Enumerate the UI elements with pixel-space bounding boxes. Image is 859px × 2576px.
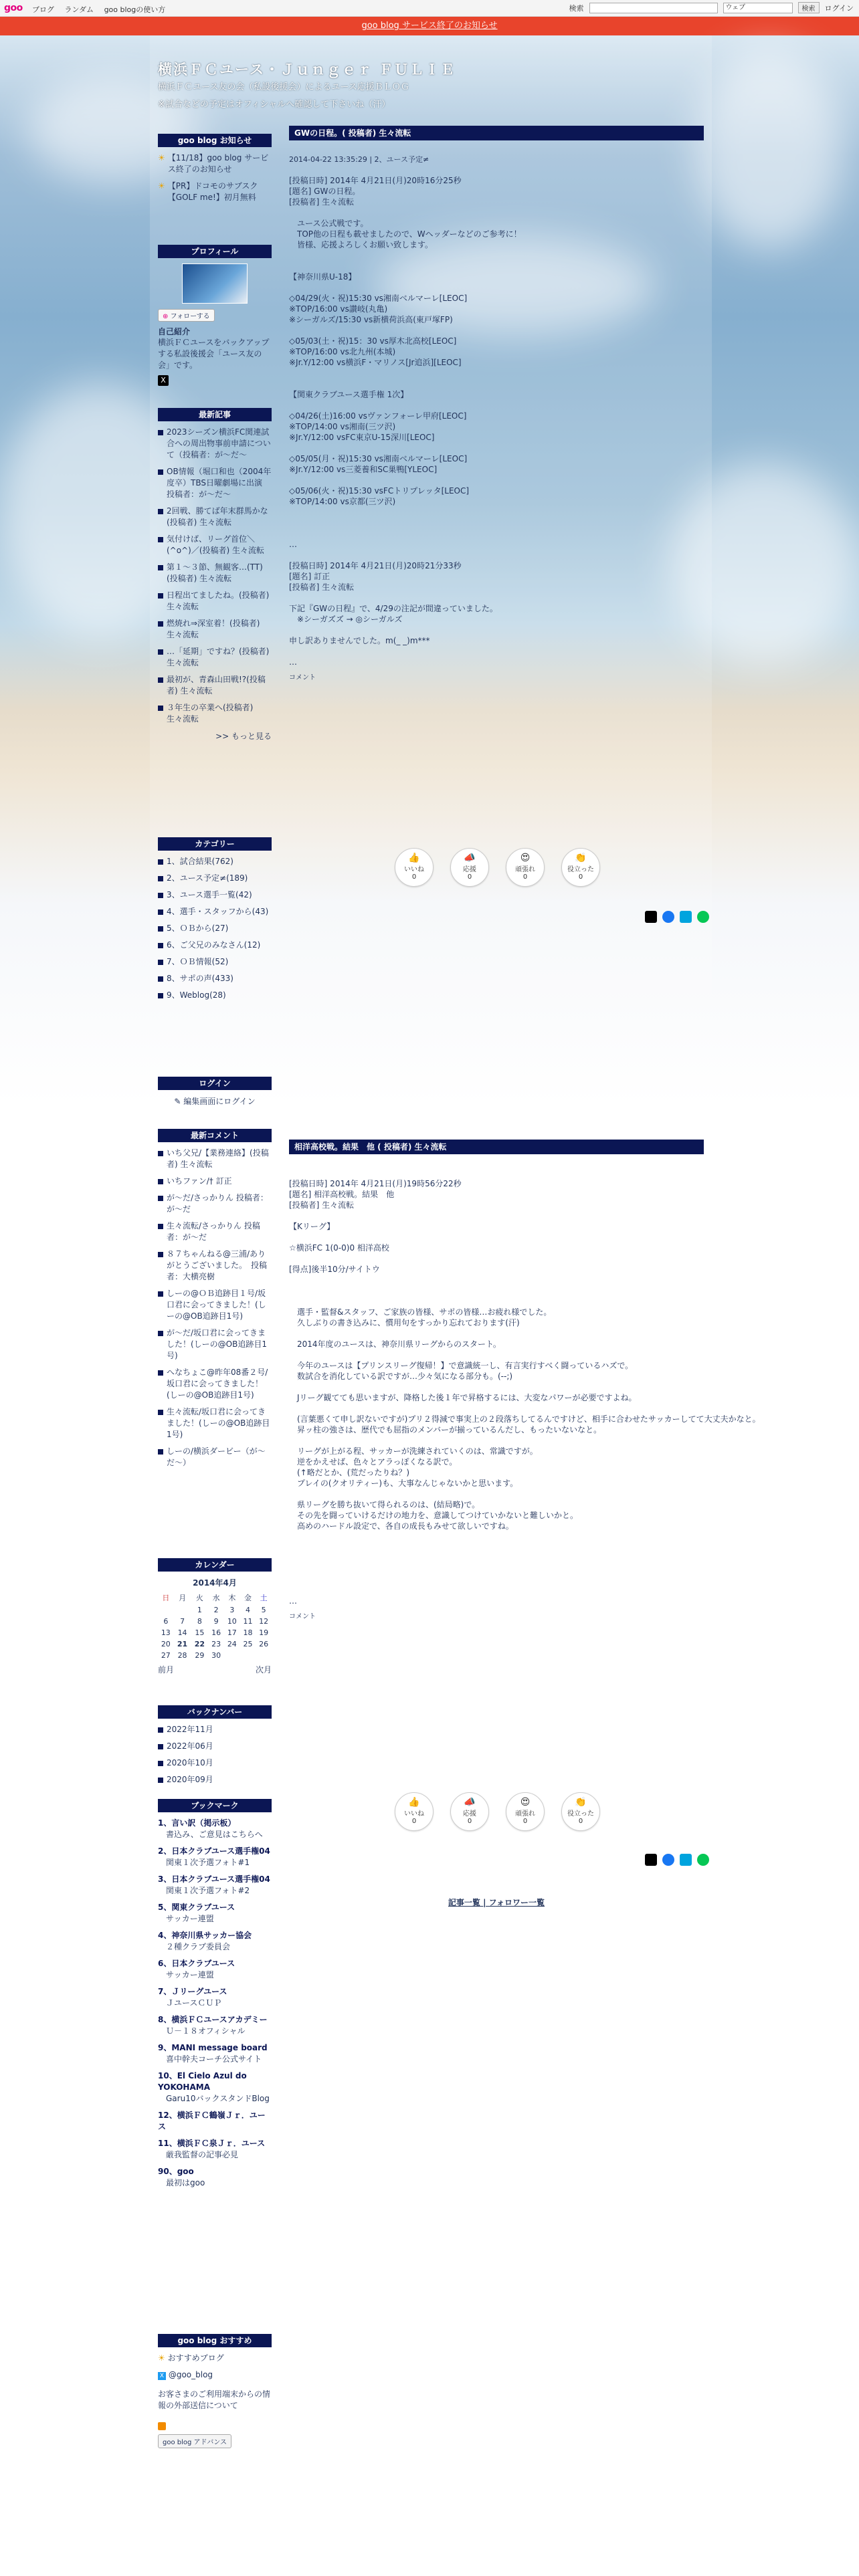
calendar-week: 6 7 8 9 10 11 12: [163, 1617, 269, 1626]
heart-eyes-icon: 😍: [520, 1797, 531, 1808]
blog-desc-line2: ※試合などの予定はオフィシャルへ確認して下さいね（汗）: [158, 100, 391, 110]
sidebar-news-head: goo blog お知らせ: [158, 134, 272, 147]
post-body-line: [289, 1564, 704, 1574]
bullet-icon: [158, 1410, 163, 1415]
bullet-icon: [158, 893, 163, 898]
post-body-line: ☆横浜FC 1(0-0)0 相洋高校: [289, 1243, 389, 1253]
category-item[interactable]: 9、Weblog(28): [158, 990, 272, 1001]
service-end-link[interactable]: goo blog サービス終了のお知らせ: [361, 21, 498, 31]
sidebar-comments: [158, 1129, 272, 1474]
post-body-line: ◇04/26(土)16:00 vsヴァンフォーレ甲府[LEOC]: [289, 411, 467, 421]
bullet-icon: [158, 960, 163, 965]
post-body-line: ※TOP/14:00 vs京都(三ツ沢): [289, 497, 396, 506]
clap-icon: 👏: [575, 1797, 587, 1808]
post-date[interactable]: 2014-04-22 13:35:29: [289, 155, 367, 164]
post-body-line: ◇04/29(火・祝)15:30 vs湘南ベルマーレ[LEOC]: [289, 294, 468, 303]
reaction-buttons: [395, 848, 600, 887]
bullet-icon: [158, 1761, 163, 1766]
bullet-icon: [158, 706, 163, 711]
megaphone-icon: 📣: [464, 1797, 476, 1808]
x-share-icon[interactable]: [645, 1854, 657, 1866]
recent-item[interactable]: 第１～３節、無観客…(TT)(投稿者) 生々流転: [158, 562, 272, 584]
reaction-cheer[interactable]: 📣 応援 0: [450, 1792, 489, 1831]
comment-item[interactable]: が～だ/坂口君に会ってきました！(しーの@OB追跡目1号): [158, 1327, 272, 1362]
post-body-line: [題名] 相洋高校戦。結果 他: [289, 1190, 395, 1199]
post-body-line: ※シーガズズ → ◎シーガルズ: [289, 615, 403, 624]
bullet-icon: [158, 649, 163, 655]
bullet-icon: [158, 1179, 163, 1184]
thumbs-up-icon: 👍: [408, 853, 420, 863]
recent-item[interactable]: 燃焼れ⇒深室着！(投稿者) 生々流転: [158, 618, 272, 641]
bullet-icon: [158, 1252, 163, 1257]
post-body-line: [289, 1275, 704, 1285]
recent-item[interactable]: 2023シーズン横浜FC関連試合への周出物事前申請について（投稿者：が～だ～: [158, 427, 272, 461]
post-body-line: [289, 443, 704, 453]
recent-item[interactable]: ３年生の卒業へ(投稿者) 生々流転: [158, 702, 272, 725]
post-body-line: [289, 1553, 704, 1564]
post-body-line: 数試合を消化している訳ですが…少々気になる部分も。(--;): [289, 1372, 513, 1381]
line-share-icon[interactable]: [697, 1854, 709, 1866]
recommend-x-link[interactable]: X @goo_blog: [158, 2369, 272, 2381]
post-body-line: ◇05/03(土・祝)15：30 vs厚木北高校[LEOC]: [289, 336, 457, 346]
blog-title[interactable]: 横浜ＦＣユース・Ｊｕｎｇｅｒ ＦＵＬＩＥ: [158, 62, 456, 78]
service-end-banner: [0, 17, 859, 35]
post-body-line: [289, 400, 704, 411]
category-item[interactable]: 6、ご父兄のみなさん(12): [158, 940, 272, 951]
profile-intro-title: 自己紹介: [158, 327, 191, 336]
bullet-icon: [158, 469, 163, 475]
post-body-line: 【関東クラブユース選手権 1次】: [289, 390, 409, 399]
post-body-line: [289, 379, 704, 389]
post-body-line: [投稿者] 生々流転: [289, 1200, 355, 1210]
post-body-line: その先を闘っていけるだけの地力を、意識してつけていかないと難しいかと。: [289, 1511, 579, 1520]
sidebar-comments-head: 最新コメント: [158, 1129, 272, 1142]
recent-item[interactable]: 2回戦、勝てば年末群馬かな(投稿者) 生々流転: [158, 506, 272, 528]
bullet-icon: [158, 537, 163, 542]
post-body-line: 申し訳ありませんでした。m(_ _)m***: [289, 636, 430, 645]
bookmark-item[interactable]: 9、MANI message board 喜中幹夫コーチ公式サイト: [158, 2043, 268, 2064]
post-body-line: [289, 1585, 704, 1596]
cloud-shape: [696, 49, 843, 249]
hatena-share-icon[interactable]: [680, 911, 692, 923]
bookmark-item[interactable]: 7、Ｊリーグユース ＪユースＣＵＰ: [158, 1987, 227, 2008]
category-item[interactable]: 2、ユース予定≠(189): [158, 873, 272, 884]
post-body-line: …: [289, 657, 297, 667]
bullet-icon: [158, 859, 163, 865]
follow-button[interactable]: ⊕ フォローする: [158, 309, 215, 322]
category-item[interactable]: 7、ＯＢ情報(52): [158, 956, 272, 968]
bullet-icon: [158, 976, 163, 982]
post-body-line: ※シーガルズ/15:30 vs新横荷浜高(東戸塚FP): [289, 315, 453, 324]
calendar-nav: [158, 1664, 272, 1675]
post-body-line: [投稿日時] 2014年 4月21日(月)20時21分33秒: [289, 561, 462, 570]
post-gw-schedule: [289, 126, 704, 681]
recent-more-link[interactable]: >> もっと見る: [215, 732, 272, 741]
calendar-next-link[interactable]: 次月: [255, 1665, 272, 1675]
topbar-nav: [32, 4, 173, 15]
post-body-line: [投稿者] 生々流転: [289, 197, 355, 207]
news-item[interactable]: ☀ 【PR】ドコモのサブスク【GOLF me!】初月無料: [158, 181, 258, 202]
bullet-icon: [158, 593, 163, 599]
sidebar-bookmarks-head: ブックマーク: [158, 1799, 272, 1812]
bookmark-item[interactable]: 4、神奈川県サッカー協会 ２種クラブ委員会: [158, 1931, 252, 1951]
sidebar-recent-head: 最新記事: [158, 408, 272, 421]
post-body-line: 下記『GWの日程』で、4/29の注記が間違っていました。: [289, 604, 498, 613]
x-share-icon[interactable]: X: [158, 375, 169, 386]
sidebar-calendar-head: カレンダー: [158, 1558, 272, 1572]
post-body-line: ◇05/06(火・祝)15:30 vsFCトリプレッタ[LEOC]: [289, 486, 470, 496]
post-body-line: [289, 1574, 704, 1585]
bookmark-item[interactable]: 6、日本クラブユース サッカー連盟: [158, 1959, 235, 1979]
post-body-line: [289, 1253, 704, 1264]
profile-image: [182, 263, 248, 304]
recommend-blog-link[interactable]: ☀ おすすめブログ: [158, 2353, 224, 2363]
post-body-line: [289, 1285, 704, 1296]
recent-item[interactable]: 日程出てましたね。(投稿者) 生々流転: [158, 590, 272, 613]
sidebar-category: [158, 837, 272, 1006]
post-body-line: …: [289, 1596, 297, 1606]
sidebar-recommend-head: goo blog おすすめ: [158, 2334, 272, 2347]
calendar-table: [158, 1591, 272, 1661]
post-body-line: Jリーグ観てても思いますが、降格した後１年で昇格するには、大変なパワーが必要ですよね。: [289, 1393, 637, 1402]
post-body-line: [289, 646, 704, 657]
calendar-weekdays: 日 月 火 水 木 金 土: [162, 1594, 268, 1602]
post-body-line: [289, 507, 704, 518]
post-body-line: ※TOP/14:00 vs湘南(三ツ沢): [289, 422, 396, 431]
post-body-line: [289, 528, 704, 539]
post-body-line: [289, 325, 704, 336]
bookmark-item[interactable]: 1、言い訳（掲示板） 書込み、ご意見はこちらへ: [158, 1818, 263, 1839]
bullet-icon: [158, 1224, 163, 1229]
recent-item[interactable]: OB情報（堀口和也（2004年度卒）TBS日曜劇場に出演 投稿者：が～だ～: [158, 466, 272, 500]
bullet-icon: [158, 909, 163, 915]
post-body-line: 県リーグを勝ち抜いて得られるのは、(結局略)で。: [289, 1500, 480, 1509]
facebook-share-icon[interactable]: [662, 1854, 674, 1866]
bookmark-item[interactable]: 10、El Cielo Azul do YOKOHAMA Garu10バックスタンドBlog: [158, 2071, 270, 2103]
comment-item[interactable]: しーの/横浜ダービー（が～だ～）: [158, 1446, 272, 1469]
comment-item[interactable]: が～だ/さっかりん 投稿者：が～だ: [158, 1192, 272, 1215]
post-title[interactable]: GWの日程。( 投稿者) 生々流転: [289, 126, 704, 140]
post-body-line: 皆様、応援よろしくお願い致します。: [289, 240, 434, 249]
bullet-icon: [158, 926, 163, 932]
post-body-line: 昇ッ柱の強さは、歴代でも屈指のメンバーが揃っているんだし、もったいないなと。: [289, 1425, 602, 1434]
blog-desc-line1: 横浜ＦＣユース友の会（私設後援会）によるユース応援ＢＬＯＧ: [158, 82, 409, 92]
bullet-icon: [158, 1196, 163, 1201]
calendar-week: 1 2 3 4 5: [197, 1606, 266, 1614]
post-body-line: [289, 625, 704, 635]
search-scope-select[interactable]: ウェブ: [723, 3, 793, 13]
calendar-week: 27 28 29 30: [161, 1651, 221, 1660]
post-soyo-match: [289, 1140, 761, 1620]
goo-topbar: [0, 0, 859, 17]
sidebar-profile-head: プロフィール: [158, 245, 272, 258]
reaction-buttons: [395, 1792, 600, 1831]
clap-icon: 👏: [575, 853, 587, 863]
profile-intro: 横浜ＦＣユースをバックアップする私設後援会「ユース友の会」です。: [158, 338, 270, 370]
bullet-icon: [158, 677, 163, 683]
bullet-icon: [158, 1744, 163, 1749]
x-share-icon[interactable]: [645, 911, 657, 923]
post-body-line: [投稿者] 生々流転: [289, 582, 355, 592]
post-body-line: [289, 1382, 704, 1392]
facebook-share-icon[interactable]: [662, 911, 674, 923]
bullet-icon: [158, 993, 163, 998]
topbar-search: [569, 2, 854, 13]
bullet-icon: [158, 1727, 163, 1733]
sidebar-calendar: [158, 1558, 272, 1675]
bullet-icon: [158, 621, 163, 627]
comment-item[interactable]: ８７ちゃんねる@三浦/ありがとうございました。 投稿者：大横亮樹: [158, 1249, 272, 1283]
post-body-line: [289, 1542, 704, 1553]
calendar-week: 20 21 22 23 24 25 26: [161, 1640, 269, 1648]
post-body-line: ※Jr.Y/12:00 vsFC東京U-15深川[LEOC]: [289, 433, 435, 442]
comment-item[interactable]: へなちょこ@昨年08番２号/坂口君に会ってきました！(しーの@OB追跡目1号): [158, 1367, 272, 1401]
category-item[interactable]: 4、選手・スタッフから(43): [158, 906, 272, 918]
post-body-line: [289, 475, 704, 486]
bullet-icon: [158, 1449, 163, 1455]
post-body-line: [題名] GWの日程。: [289, 187, 361, 196]
megaphone-icon: 📣: [464, 853, 476, 863]
recent-item[interactable]: 最初が、青森山田戦!?(投稿者) 生々流転: [158, 674, 272, 697]
post-body-line: プレイの(クオリティー)も、大事なんじゃないかと思います。: [289, 1479, 518, 1488]
recent-item[interactable]: 気付けば、リーグ首位＼(^o^)／(投稿者) 生々流転: [158, 534, 272, 556]
external-transmission-note[interactable]: お客さまのご利用端末からの情報の外部送信について: [158, 2389, 271, 2410]
post-body-line: 久しぶりの書き込みに、慣用句をすっかり忘れております(汗): [289, 1318, 520, 1327]
news-item[interactable]: ☀ 【11/18】goo blog サービス終了のお知らせ: [158, 153, 269, 174]
backnumber-item[interactable]: 2022年06月: [158, 1741, 272, 1752]
reaction-like[interactable]: 👍 いいね 0: [395, 1792, 434, 1831]
post-body-line: [289, 1403, 704, 1414]
post-body-line: [289, 368, 704, 379]
bookmark-item[interactable]: 90、goo 最初はgoo: [158, 2167, 205, 2187]
sun-icon: ☀: [158, 181, 165, 191]
post-body-line: 【Kリーグ】: [289, 1222, 335, 1231]
post-body-line: 逆をかえせば、色々とアラっぽくなる訳で。: [289, 1457, 458, 1467]
x-logo-icon: X: [158, 2372, 166, 2380]
bullet-icon: [158, 430, 163, 435]
search-button[interactable]: 検索: [798, 2, 820, 13]
sidebar-category-head: カテゴリー: [158, 837, 272, 851]
post-body-line: ◇05/05(月・祝)15:30 vs湘南ベルマーレ[LEOC]: [289, 454, 468, 463]
nav-blog[interactable]: ブログ: [32, 5, 54, 14]
bullet-icon: [158, 943, 163, 948]
bullet-icon: [158, 876, 163, 881]
post-body-line: 【神奈川県U-18】: [289, 272, 357, 282]
reaction-helpful[interactable]: 👏 役立った 0: [561, 848, 600, 887]
reaction-ganbare[interactable]: 😍 頑張れ 0: [506, 1792, 545, 1831]
post-body-line: [289, 261, 704, 272]
sidebar-backnumber: [158, 1705, 272, 1791]
post-body-line: TOP他の日程も載せましたので、Wヘッダーなどのご参考に！: [289, 229, 522, 239]
comment-item[interactable]: 生々流転/坂口君に会ってきました！(しーの@OB追跡目1号): [158, 1406, 272, 1440]
bullet-icon: [158, 1291, 163, 1297]
bookmark-item[interactable]: 8、横浜ＦＣユースアカデミー Ｕ－１８オフィシャル: [158, 2015, 268, 2036]
comment-item[interactable]: しーの@ＯＢ追跡目１号/坂口君に会ってきました！(しーの@OB追跡目1号): [158, 1288, 272, 1322]
reaction-ganbare[interactable]: 😍 頑張れ 0: [506, 848, 545, 887]
category-item[interactable]: 5、ＯＢから(27): [158, 923, 272, 934]
post-body-line: 今年のユースは【プリンスリーグ復帰！】で意識統一し、有言実行すべく闘っているハズで。: [289, 1361, 634, 1370]
sidebar-recommend: [158, 2334, 272, 2448]
sidebar-bookmarks: [158, 1799, 272, 2194]
footer-links[interactable]: 記事一覧 | フォロワー一覧: [448, 1898, 545, 1907]
bookmark-item[interactable]: 12、横浜ＦＣ鶴嶺Ｊｒ．ユース: [158, 2111, 266, 2131]
post-body-line: [289, 1435, 704, 1446]
post-body-line: [289, 1296, 704, 1307]
post-comment-link[interactable]: コメント: [289, 674, 316, 681]
category-item[interactable]: 1、試合結果(762): [158, 856, 272, 867]
post-body-line: [投稿日時] 2014年 4月21日(月)20時16分25秒: [289, 176, 462, 185]
comment-item[interactable]: いちファン/† 訂正: [158, 1176, 272, 1187]
share-buttons: [645, 1854, 709, 1866]
calendar-week: 13 14 15 16 17 18 19: [161, 1628, 269, 1637]
sidebar-recent: [158, 408, 272, 742]
search-input[interactable]: [589, 3, 718, 13]
post-meta: 2014-04-22 13:35:29 | 2、ユース予定≠: [289, 155, 430, 164]
post-body-line: [289, 550, 704, 560]
heart-eyes-icon: 😍: [520, 853, 531, 863]
post-body: [289, 175, 704, 667]
post-body: [289, 1178, 761, 1606]
post-body-line: [289, 282, 704, 293]
post-body-line: [289, 1531, 704, 1542]
post-body-line: [289, 250, 704, 261]
edit-login-link[interactable]: ✎ 編集画面にログイン: [174, 1097, 256, 1106]
category-item[interactable]: 8、サポの声(433): [158, 973, 272, 984]
post-body-line: [289, 1489, 704, 1499]
post-body-line: 高めのハードル設定で、各自の成長もみせて欲しいですね。: [289, 1521, 514, 1531]
post-body-line: 2014年度のユースは、神奈川県リーグからのスタート。: [289, 1339, 501, 1349]
recent-item[interactable]: …「延期」ですね？(投稿者) 生々流転: [158, 646, 272, 669]
reaction-like[interactable]: 👍 いいね 0: [395, 848, 434, 887]
bookmark-item[interactable]: 11、横浜ＦＣ泉Ｊｒ．ユース 厳我監督の記事必見: [158, 2139, 266, 2159]
hatena-share-icon[interactable]: [680, 1854, 692, 1866]
nav-random[interactable]: ランダム: [64, 5, 94, 14]
post-body-line: (↑略だとか、(荒だったりね？): [289, 1468, 410, 1477]
backnumber-item[interactable]: 2020年09月: [158, 1774, 272, 1786]
post-body-line: リーグが上がる程、サッカーが洗練されていくのは、常識ですが。: [289, 1446, 538, 1456]
share-buttons: [645, 911, 709, 923]
pencil-icon: ✎: [174, 1097, 181, 1106]
goo-logo[interactable]: goo: [4, 3, 23, 13]
post-body-line: [289, 1350, 704, 1360]
post-body-line: (言葉悪くて申し訳ないですが)プリ２得減で事実上の２段落ちしてるんですけど、相手に合わせたサッカーしてて大丈夫かなと。: [289, 1414, 761, 1424]
bullet-icon: [158, 1778, 163, 1783]
thumbs-up-icon: 👍: [408, 1797, 420, 1808]
post-body-line: [得点]後半10分/サイトウ: [289, 1265, 380, 1274]
sidebar-backnumber-head: バックナンバー: [158, 1705, 272, 1719]
line-share-icon[interactable]: [697, 911, 709, 923]
bullet-icon: [158, 509, 163, 514]
post-body-line: ユース公式戦です。: [289, 219, 369, 228]
reaction-cheer[interactable]: 📣 応援 0: [450, 848, 489, 887]
backnumber-item[interactable]: 2020年10月: [158, 1757, 272, 1769]
calendar-prev-link[interactable]: 前月: [158, 1665, 175, 1675]
plus-icon: ⊕: [163, 313, 169, 320]
blog-description: [158, 79, 533, 114]
category-item[interactable]: 3、ユース選手一覧(42): [158, 889, 272, 901]
bullet-icon: [158, 1151, 163, 1156]
post-body-line: [289, 1210, 704, 1221]
post-body-line: ※Jr.Y/12:00 vs横浜F・マリノス[Jr追浜][LEOC]: [289, 358, 462, 367]
sidebar-news: [158, 134, 272, 209]
backnumber-item[interactable]: 2022年11月: [158, 1724, 272, 1735]
bullet-icon: [158, 1331, 163, 1336]
comment-item[interactable]: 生々流転/さっかりん 投稿者：が～だ: [158, 1220, 272, 1243]
post-body-line: ※TOP/16:00 vs讃岐(丸亀): [289, 304, 388, 314]
post-body-line: …: [289, 540, 297, 549]
sun-icon: ☀: [158, 2353, 165, 2363]
post-title[interactable]: 相洋高校戦。結果 他 ( 投稿者) 生々流転: [289, 1140, 704, 1154]
comment-item[interactable]: いち父兄/【業務連絡】(投稿者) 生々流転: [158, 1148, 272, 1170]
reaction-helpful[interactable]: 👏 役立った 0: [561, 1792, 600, 1831]
post-body-line: [題名] 訂正: [289, 572, 330, 581]
post-body-line: ※TOP/16:00 vs北九州(本城): [289, 347, 396, 356]
post-body-line: 選手・監督&スタッフ、ご家族の皆様、サポの皆様…お疲れ様でした。: [289, 1307, 552, 1317]
post-body-line: [289, 1328, 704, 1339]
search-label: 検索: [569, 3, 584, 13]
login-link[interactable]: ログイン: [824, 3, 854, 13]
post-body-line: [投稿日時] 2014年 4月21日(月)19時56分22秒: [289, 1179, 462, 1188]
post-body-line: [289, 593, 704, 603]
nav-howto[interactable]: goo blogの使い方: [104, 5, 166, 14]
sidebar-profile: [158, 245, 272, 386]
calendar-month: 2014年4月: [193, 1578, 237, 1588]
sidebar-login: [158, 1077, 272, 1107]
bullet-icon: [158, 565, 163, 570]
post-body-line: ※Jr.Y/12:00 vs三菱養和SC巣鴨[YLEOC]: [289, 465, 438, 474]
post-body-line: [289, 207, 704, 218]
post-comment-link[interactable]: コメント: [289, 1613, 316, 1620]
sidebar-login-head: ログイン: [158, 1077, 272, 1090]
post-category[interactable]: 2、ユース予定≠: [374, 155, 430, 164]
post-body-line: [289, 518, 704, 528]
bullet-icon: [158, 1370, 163, 1376]
rss-icon[interactable]: [158, 2422, 166, 2430]
sun-icon: ☀: [158, 153, 165, 163]
goo-blog-advance-badge[interactable]: goo blog アドバンス: [158, 2434, 231, 2448]
bookmark-item[interactable]: 2、日本クラブユース選手権04 関東１次予選フォト#1: [158, 1846, 270, 1867]
bookmark-item[interactable]: 3、日本クラブユース選手権04 関東１次予選フォト#2: [158, 1874, 270, 1895]
bookmark-item[interactable]: 5、関東クラブユース サッカー連盟: [158, 1903, 235, 1923]
post-body-line: [289, 1232, 704, 1243]
